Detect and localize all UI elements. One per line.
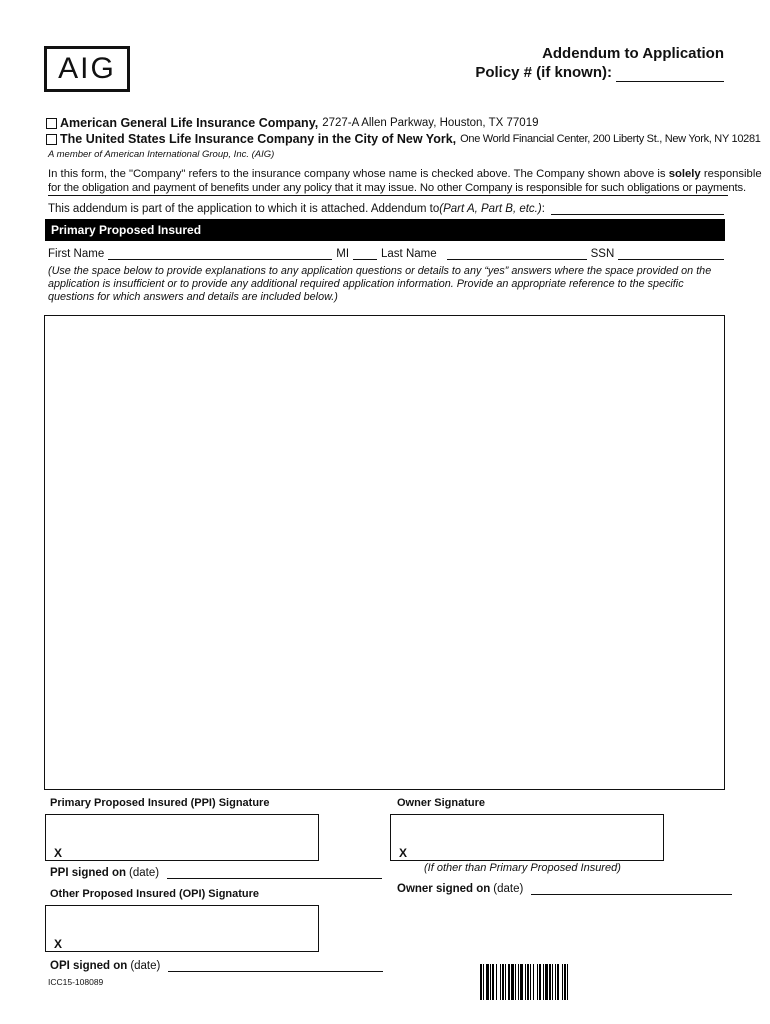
- policy-number-row: [475, 63, 724, 82]
- ppi-signature-x: X: [54, 846, 63, 860]
- policy-number-field[interactable]: [616, 67, 724, 82]
- opi-signature-label: Other Proposed Insured (OPI) Signature: [50, 888, 260, 900]
- responsibility-emphasis: solely: [668, 168, 701, 180]
- company-option-usl[interactable]: [46, 132, 761, 146]
- responsibility-text-end: responsible: [700, 168, 762, 180]
- logo-text: AIG: [58, 52, 116, 85]
- company-name: American General Life Insurance Company,: [60, 116, 319, 130]
- owner-signed-on-label: Owner signed on: [397, 883, 491, 895]
- mi-label: MI: [336, 248, 350, 260]
- first-name-field[interactable]: [108, 247, 332, 260]
- mi-field[interactable]: [353, 247, 377, 260]
- responsibility-line-1: [48, 167, 762, 181]
- addendum-row: [48, 202, 724, 215]
- member-note: A member of American International Group, Inc. (AIG): [48, 149, 275, 160]
- instructions: (Use the space below to provide explanations to any application questions or details to any “yes” answers where the space provided on the application is insufficient or to provide any additional required application information. Provide an appropriate reference to the specific questions for which answers and details are included below.): [48, 265, 712, 303]
- date-label: (date): [130, 960, 161, 972]
- company-address: 2727-A Allen Parkway, Houston, TX 77019: [322, 117, 539, 129]
- form-id: ICC15-108089: [48, 977, 104, 987]
- opi-date-field[interactable]: [168, 959, 383, 972]
- company-option-agl[interactable]: [46, 116, 538, 130]
- owner-signature-x: X: [399, 846, 408, 860]
- ppi-signature-box[interactable]: [45, 814, 319, 861]
- barcode: [480, 964, 602, 1000]
- owner-note: (If other than Primary Proposed Insured): [424, 862, 621, 874]
- date-label: (date): [129, 867, 160, 879]
- opi-signature-x: X: [54, 937, 63, 951]
- ppi-signed-on-label: PPI signed on: [50, 867, 127, 879]
- opi-signed-on-row: [50, 959, 383, 972]
- section-header: Primary Proposed Insured: [45, 219, 725, 241]
- ppi-signature-label: Primary Proposed Insured (PPI) Signature: [50, 797, 270, 809]
- page-title: Addendum to Application: [542, 45, 724, 62]
- ssn-field[interactable]: [618, 247, 724, 260]
- owner-signature-box[interactable]: [390, 814, 664, 861]
- addendum-parts: (Part A, Part B, etc.): [439, 203, 542, 215]
- explanation-textarea[interactable]: [44, 315, 725, 790]
- responsibility-paragraph: [48, 167, 762, 196]
- insured-name-row: [48, 247, 724, 260]
- checkbox-agl[interactable]: [46, 118, 57, 129]
- opi-signed-on-label: OPI signed on: [50, 960, 128, 972]
- responsibility-line-2: for the obligation and payment of benefits under any policy that it may issue. No other Company is responsible for such obligations or payments.: [48, 182, 747, 194]
- ppi-date-field[interactable]: [167, 866, 382, 879]
- addendum-to-field[interactable]: [551, 202, 724, 215]
- aig-logo: [44, 46, 130, 92]
- responsibility-text: In this form, the "Company" refers to the insurance company whose name is checked above. The Company shown above is: [48, 168, 669, 180]
- owner-signed-on-row: [397, 882, 732, 895]
- addendum-colon: :: [541, 203, 545, 215]
- ppi-signed-on-row: [50, 866, 382, 879]
- addendum-text: This addendum is part of the application to which it is attached. Addendum to: [48, 203, 440, 215]
- opi-signature-box[interactable]: [45, 905, 319, 952]
- owner-signature-label: Owner Signature: [397, 797, 486, 809]
- owner-date-field[interactable]: [531, 882, 732, 895]
- company-name: The United States Life Insurance Company in the City of New York,: [60, 132, 457, 146]
- first-name-label: First Name: [48, 248, 105, 260]
- last-name-field[interactable]: [447, 247, 587, 260]
- ssn-label: SSN: [590, 248, 615, 260]
- last-name-label: Last Name: [381, 248, 437, 260]
- policy-number-label: Policy # (if known):: [475, 64, 612, 81]
- company-address: One World Financial Center, 200 Liberty St., New York, NY 10281: [460, 133, 761, 145]
- barcode-bar: [568, 964, 570, 1000]
- checkbox-usl[interactable]: [46, 134, 57, 145]
- form-title-block: [475, 44, 724, 82]
- date-label: (date): [493, 883, 524, 895]
